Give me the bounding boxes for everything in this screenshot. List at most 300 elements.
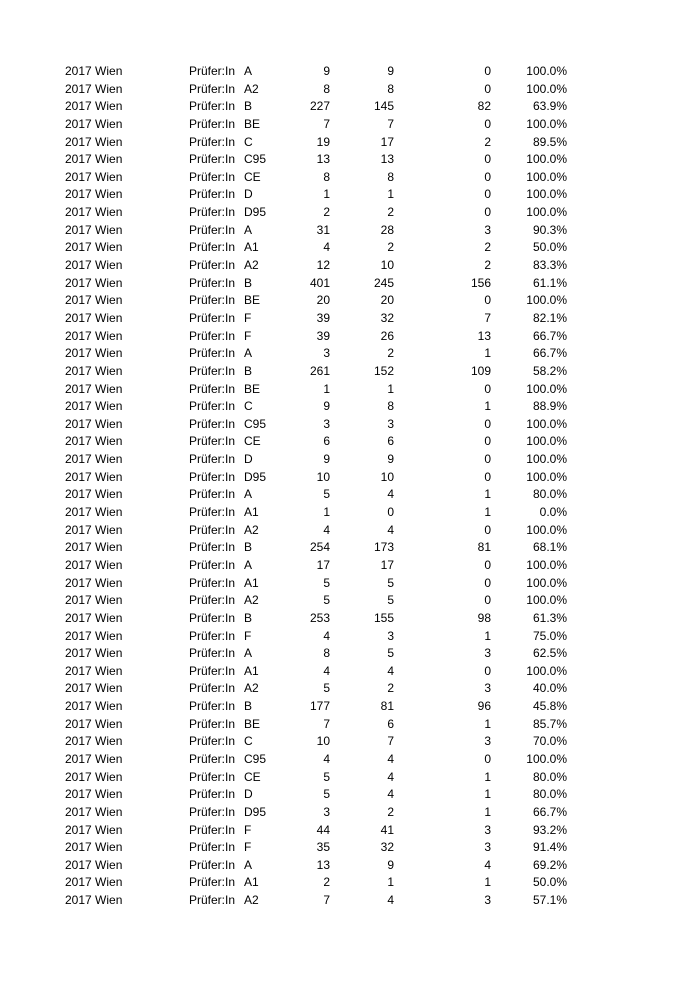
- table-row: [0, 628, 700, 646]
- role-cell: Prüfer:In: [189, 557, 236, 572]
- role-cell: Prüfer:In: [189, 804, 236, 819]
- role-cell: Prüfer:In: [189, 681, 236, 696]
- year-city-cell: 2017 Wien: [65, 646, 123, 661]
- table-row: [0, 134, 700, 152]
- license-class-cell: C: [244, 734, 253, 749]
- total-count-cell: 1: [323, 381, 330, 396]
- role-cell: Prüfer:In: [189, 222, 236, 237]
- role-cell: Prüfer:In: [189, 893, 236, 908]
- failed-count-cell: 0: [484, 116, 491, 131]
- table-row: [0, 381, 700, 399]
- role-cell: Prüfer:In: [189, 116, 236, 131]
- failed-count-cell: 2: [484, 134, 491, 149]
- total-count-cell: 12: [316, 258, 330, 273]
- passed-count-cell: 2: [387, 346, 394, 361]
- year-city-cell: 2017 Wien: [65, 699, 123, 714]
- total-count-cell: 3: [323, 416, 330, 431]
- license-class-cell: A1: [244, 505, 259, 520]
- pass-rate-cell: 100.0%: [526, 751, 567, 766]
- year-city-cell: 2017 Wien: [65, 487, 123, 502]
- failed-count-cell: 0: [484, 381, 491, 396]
- pass-rate-cell: 100.0%: [526, 522, 567, 537]
- role-cell: Prüfer:In: [189, 505, 236, 520]
- passed-count-cell: 2: [387, 240, 394, 255]
- pass-rate-cell: 100.0%: [526, 187, 567, 202]
- passed-count-cell: 28: [380, 222, 394, 237]
- pass-rate-cell: 100.0%: [526, 557, 567, 572]
- passed-count-cell: 2: [387, 205, 394, 220]
- year-city-cell: 2017 Wien: [65, 64, 123, 78]
- license-class-cell: BE: [244, 716, 261, 731]
- pass-rate-cell: 100.0%: [526, 575, 567, 590]
- total-count-cell: 10: [316, 734, 330, 749]
- role-cell: Prüfer:In: [189, 716, 236, 731]
- total-count-cell: 1: [323, 187, 330, 202]
- failed-count-cell: 82: [477, 99, 491, 114]
- license-class-cell: CE: [244, 769, 261, 784]
- role-cell: Prüfer:In: [189, 275, 236, 290]
- license-class-cell: BE: [244, 116, 261, 131]
- role-cell: Prüfer:In: [189, 99, 236, 114]
- year-city-cell: 2017 Wien: [65, 593, 123, 608]
- role-cell: Prüfer:In: [189, 540, 236, 555]
- license-class-cell: C95: [244, 751, 267, 766]
- failed-count-cell: 7: [484, 310, 491, 325]
- failed-count-cell: 4: [484, 857, 491, 872]
- table-row: [0, 663, 700, 681]
- total-count-cell: 2: [323, 875, 330, 890]
- license-class-cell: F: [244, 328, 252, 343]
- role-cell: Prüfer:In: [189, 663, 236, 678]
- table-row: [0, 822, 700, 840]
- total-count-cell: 20: [316, 293, 330, 308]
- failed-count-cell: 3: [484, 734, 491, 749]
- role-cell: Prüfer:In: [189, 734, 236, 749]
- failed-count-cell: 156: [470, 275, 491, 290]
- pass-rate-cell: 66.7%: [532, 328, 567, 343]
- table-row: [0, 751, 700, 769]
- license-class-cell: D: [244, 452, 253, 467]
- passed-count-cell: 5: [387, 593, 394, 608]
- role-cell: Prüfer:In: [189, 134, 236, 149]
- pass-rate-cell: 61.3%: [532, 610, 567, 625]
- table-row: [0, 257, 700, 275]
- total-count-cell: 254: [309, 540, 330, 555]
- year-city-cell: 2017 Wien: [65, 522, 123, 537]
- license-class-cell: F: [244, 310, 252, 325]
- role-cell: Prüfer:In: [189, 381, 236, 396]
- license-class-cell: CE: [244, 434, 261, 449]
- failed-count-cell: 1: [484, 716, 491, 731]
- table-row: [0, 698, 700, 716]
- table-row: [0, 398, 700, 416]
- failed-count-cell: 0: [484, 751, 491, 766]
- failed-count-cell: 0: [484, 522, 491, 537]
- table-row: [0, 451, 700, 469]
- role-cell: Prüfer:In: [189, 363, 236, 378]
- passed-count-cell: 152: [373, 363, 394, 378]
- license-class-cell: B: [244, 99, 253, 114]
- license-class-cell: A: [244, 646, 253, 661]
- table-row: [0, 892, 700, 910]
- total-count-cell: 19: [316, 134, 330, 149]
- table-row: [0, 839, 700, 857]
- table-row: [0, 310, 700, 328]
- total-count-cell: 9: [323, 452, 330, 467]
- year-city-cell: 2017 Wien: [65, 293, 123, 308]
- pass-rate-cell: 91.4%: [532, 840, 567, 855]
- year-city-cell: 2017 Wien: [65, 716, 123, 731]
- license-class-cell: B: [244, 363, 253, 378]
- pass-rate-cell: 100.0%: [526, 205, 567, 220]
- table-row: [0, 592, 700, 610]
- license-class-cell: C: [244, 399, 253, 414]
- failed-count-cell: 0: [484, 452, 491, 467]
- total-count-cell: 9: [323, 64, 330, 78]
- table-row: [0, 804, 700, 822]
- failed-count-cell: 1: [484, 505, 491, 520]
- role-cell: Prüfer:In: [189, 487, 236, 502]
- passed-count-cell: 4: [387, 787, 394, 802]
- total-count-cell: 8: [323, 169, 330, 184]
- total-count-cell: 10: [316, 469, 330, 484]
- pass-rate-cell: 66.7%: [532, 804, 567, 819]
- passed-count-cell: 4: [387, 663, 394, 678]
- role-cell: Prüfer:In: [189, 469, 236, 484]
- total-count-cell: 261: [309, 363, 330, 378]
- failed-count-cell: 0: [484, 169, 491, 184]
- pass-rate-cell: 88.9%: [532, 399, 567, 414]
- total-count-cell: 5: [323, 769, 330, 784]
- table-row: [0, 345, 700, 363]
- pass-rate-cell: 100.0%: [526, 593, 567, 608]
- failed-count-cell: 1: [484, 804, 491, 819]
- pass-rate-cell: 89.5%: [532, 134, 567, 149]
- passed-count-cell: 10: [380, 469, 394, 484]
- license-class-cell: BE: [244, 293, 261, 308]
- data-table: [0, 63, 700, 910]
- license-class-cell: A1: [244, 875, 259, 890]
- failed-count-cell: 1: [484, 399, 491, 414]
- license-class-cell: B: [244, 699, 253, 714]
- role-cell: Prüfer:In: [189, 575, 236, 590]
- year-city-cell: 2017 Wien: [65, 787, 123, 802]
- table-row: [0, 239, 700, 257]
- failed-count-cell: 3: [484, 681, 491, 696]
- license-class-cell: D95: [244, 469, 267, 484]
- failed-count-cell: 3: [484, 840, 491, 855]
- table-row: [0, 575, 700, 593]
- pass-rate-cell: 100.0%: [526, 416, 567, 431]
- year-city-cell: 2017 Wien: [65, 205, 123, 220]
- passed-count-cell: 4: [387, 522, 394, 537]
- total-count-cell: 7: [323, 716, 330, 731]
- license-class-cell: D: [244, 787, 253, 802]
- pass-rate-cell: 68.1%: [532, 540, 567, 555]
- pass-rate-cell: 45.8%: [532, 699, 567, 714]
- year-city-cell: 2017 Wien: [65, 893, 123, 908]
- failed-count-cell: 0: [484, 152, 491, 167]
- license-class-cell: A: [244, 557, 253, 572]
- year-city-cell: 2017 Wien: [65, 399, 123, 414]
- license-class-cell: A: [244, 857, 253, 872]
- license-class-cell: F: [244, 628, 252, 643]
- year-city-cell: 2017 Wien: [65, 187, 123, 202]
- passed-count-cell: 145: [373, 99, 394, 114]
- role-cell: Prüfer:In: [189, 822, 236, 837]
- year-city-cell: 2017 Wien: [65, 381, 123, 396]
- passed-count-cell: 245: [373, 275, 394, 290]
- passed-count-cell: 2: [387, 681, 394, 696]
- year-city-cell: 2017 Wien: [65, 416, 123, 431]
- pass-rate-cell: 66.7%: [532, 346, 567, 361]
- failed-count-cell: 3: [484, 893, 491, 908]
- year-city-cell: 2017 Wien: [65, 769, 123, 784]
- year-city-cell: 2017 Wien: [65, 275, 123, 290]
- failed-count-cell: 1: [484, 769, 491, 784]
- passed-count-cell: 7: [387, 734, 394, 749]
- license-class-cell: CE: [244, 169, 261, 184]
- passed-count-cell: 1: [387, 381, 394, 396]
- role-cell: Prüfer:In: [189, 751, 236, 766]
- total-count-cell: 1: [323, 505, 330, 520]
- passed-count-cell: 4: [387, 893, 394, 908]
- passed-count-cell: 13: [380, 152, 394, 167]
- role-cell: Prüfer:In: [189, 610, 236, 625]
- license-class-cell: A: [244, 487, 253, 502]
- pass-rate-cell: 50.0%: [532, 875, 567, 890]
- role-cell: Prüfer:In: [189, 258, 236, 273]
- role-cell: Prüfer:In: [189, 416, 236, 431]
- total-count-cell: 253: [309, 610, 330, 625]
- total-count-cell: 227: [309, 99, 330, 114]
- passed-count-cell: 6: [387, 716, 394, 731]
- table-row: [0, 275, 700, 293]
- pass-rate-cell: 100.0%: [526, 169, 567, 184]
- total-count-cell: 39: [316, 328, 330, 343]
- license-class-cell: A: [244, 346, 253, 361]
- pass-rate-cell: 90.3%: [532, 222, 567, 237]
- year-city-cell: 2017 Wien: [65, 152, 123, 167]
- year-city-cell: 2017 Wien: [65, 310, 123, 325]
- total-count-cell: 6: [323, 434, 330, 449]
- total-count-cell: 401: [309, 275, 330, 290]
- role-cell: Prüfer:In: [189, 64, 236, 78]
- failed-count-cell: 0: [484, 64, 491, 78]
- year-city-cell: 2017 Wien: [65, 840, 123, 855]
- license-class-cell: A1: [244, 240, 259, 255]
- total-count-cell: 35: [316, 840, 330, 855]
- passed-count-cell: 32: [380, 840, 394, 855]
- role-cell: Prüfer:In: [189, 293, 236, 308]
- failed-count-cell: 81: [477, 540, 491, 555]
- role-cell: Prüfer:In: [189, 628, 236, 643]
- license-class-cell: A2: [244, 893, 259, 908]
- table-row: [0, 486, 700, 504]
- license-class-cell: C95: [244, 416, 267, 431]
- pass-rate-cell: 85.7%: [532, 716, 567, 731]
- total-count-cell: 13: [316, 152, 330, 167]
- failed-count-cell: 0: [484, 557, 491, 572]
- license-class-cell: A2: [244, 81, 259, 96]
- table-row: [0, 116, 700, 134]
- year-city-cell: 2017 Wien: [65, 240, 123, 255]
- role-cell: Prüfer:In: [189, 346, 236, 361]
- table-row: [0, 539, 700, 557]
- role-cell: Prüfer:In: [189, 399, 236, 414]
- failed-count-cell: 3: [484, 822, 491, 837]
- pass-rate-cell: 61.1%: [532, 275, 567, 290]
- failed-count-cell: 0: [484, 593, 491, 608]
- pass-rate-cell: 83.3%: [532, 258, 567, 273]
- failed-count-cell: 3: [484, 646, 491, 661]
- pass-rate-cell: 63.9%: [532, 99, 567, 114]
- year-city-cell: 2017 Wien: [65, 875, 123, 890]
- year-city-cell: 2017 Wien: [65, 363, 123, 378]
- year-city-cell: 2017 Wien: [65, 346, 123, 361]
- role-cell: Prüfer:In: [189, 328, 236, 343]
- total-count-cell: 8: [323, 646, 330, 661]
- pass-rate-cell: 100.0%: [526, 64, 567, 78]
- passed-count-cell: 81: [380, 699, 394, 714]
- total-count-cell: 4: [323, 628, 330, 643]
- total-count-cell: 177: [309, 699, 330, 714]
- role-cell: Prüfer:In: [189, 169, 236, 184]
- license-class-cell: A: [244, 222, 253, 237]
- failed-count-cell: 1: [484, 628, 491, 643]
- license-class-cell: F: [244, 840, 252, 855]
- failed-count-cell: 1: [484, 487, 491, 502]
- role-cell: Prüfer:In: [189, 857, 236, 872]
- year-city-cell: 2017 Wien: [65, 505, 123, 520]
- year-city-cell: 2017 Wien: [65, 822, 123, 837]
- passed-count-cell: 20: [380, 293, 394, 308]
- pass-rate-cell: 100.0%: [526, 452, 567, 467]
- pass-rate-cell: 80.0%: [532, 787, 567, 802]
- license-class-cell: A2: [244, 258, 259, 273]
- table-row: [0, 204, 700, 222]
- license-class-cell: BE: [244, 381, 261, 396]
- license-class-cell: A1: [244, 663, 259, 678]
- role-cell: Prüfer:In: [189, 840, 236, 855]
- year-city-cell: 2017 Wien: [65, 328, 123, 343]
- total-count-cell: 44: [316, 822, 330, 837]
- passed-count-cell: 8: [387, 399, 394, 414]
- failed-count-cell: 0: [484, 416, 491, 431]
- role-cell: Prüfer:In: [189, 769, 236, 784]
- failed-count-cell: 98: [477, 610, 491, 625]
- role-cell: Prüfer:In: [189, 240, 236, 255]
- passed-count-cell: 17: [380, 557, 394, 572]
- total-count-cell: 4: [323, 663, 330, 678]
- year-city-cell: 2017 Wien: [65, 81, 123, 96]
- pass-rate-cell: 80.0%: [532, 769, 567, 784]
- table-row: [0, 504, 700, 522]
- table-row: [0, 222, 700, 240]
- year-city-cell: 2017 Wien: [65, 99, 123, 114]
- failed-count-cell: 0: [484, 575, 491, 590]
- failed-count-cell: 2: [484, 240, 491, 255]
- license-class-cell: A: [244, 64, 253, 78]
- total-count-cell: 3: [323, 804, 330, 819]
- table-row: [0, 680, 700, 698]
- table-row: [0, 433, 700, 451]
- total-count-cell: 5: [323, 593, 330, 608]
- pass-rate-cell: 0.0%: [539, 505, 567, 520]
- pass-rate-cell: 50.0%: [532, 240, 567, 255]
- pass-rate-cell: 70.0%: [532, 734, 567, 749]
- year-city-cell: 2017 Wien: [65, 663, 123, 678]
- passed-count-cell: 4: [387, 487, 394, 502]
- total-count-cell: 5: [323, 575, 330, 590]
- role-cell: Prüfer:In: [189, 452, 236, 467]
- license-class-cell: B: [244, 610, 253, 625]
- failed-count-cell: 0: [484, 663, 491, 678]
- total-count-cell: 5: [323, 787, 330, 802]
- passed-count-cell: 5: [387, 575, 394, 590]
- passed-count-cell: 17: [380, 134, 394, 149]
- table-row: [0, 363, 700, 381]
- total-count-cell: 39: [316, 310, 330, 325]
- failed-count-cell: 3: [484, 222, 491, 237]
- license-class-cell: F: [244, 822, 252, 837]
- passed-count-cell: 26: [380, 328, 394, 343]
- passed-count-cell: 0: [387, 505, 394, 520]
- passed-count-cell: 155: [373, 610, 394, 625]
- passed-count-cell: 8: [387, 169, 394, 184]
- pass-rate-cell: 57.1%: [532, 893, 567, 908]
- license-class-cell: D: [244, 187, 253, 202]
- passed-count-cell: 3: [387, 416, 394, 431]
- license-class-cell: C95: [244, 152, 267, 167]
- table-row: [0, 874, 700, 892]
- year-city-cell: 2017 Wien: [65, 169, 123, 184]
- failed-count-cell: 96: [477, 699, 491, 714]
- year-city-cell: 2017 Wien: [65, 258, 123, 273]
- year-city-cell: 2017 Wien: [65, 734, 123, 749]
- license-class-cell: C: [244, 134, 253, 149]
- passed-count-cell: 9: [387, 64, 394, 78]
- pass-rate-cell: 100.0%: [526, 293, 567, 308]
- failed-count-cell: 0: [484, 81, 491, 96]
- passed-count-cell: 173: [373, 540, 394, 555]
- year-city-cell: 2017 Wien: [65, 628, 123, 643]
- failed-count-cell: 0: [484, 469, 491, 484]
- license-class-cell: B: [244, 540, 253, 555]
- pass-rate-cell: 100.0%: [526, 381, 567, 396]
- role-cell: Prüfer:In: [189, 434, 236, 449]
- year-city-cell: 2017 Wien: [65, 540, 123, 555]
- year-city-cell: 2017 Wien: [65, 575, 123, 590]
- table-row: [0, 557, 700, 575]
- year-city-cell: 2017 Wien: [65, 116, 123, 131]
- passed-count-cell: 2: [387, 804, 394, 819]
- passed-count-cell: 10: [380, 258, 394, 273]
- year-city-cell: 2017 Wien: [65, 557, 123, 572]
- role-cell: Prüfer:In: [189, 787, 236, 802]
- total-count-cell: 7: [323, 116, 330, 131]
- year-city-cell: 2017 Wien: [65, 222, 123, 237]
- year-city-cell: 2017 Wien: [65, 681, 123, 696]
- table-row: [0, 169, 700, 187]
- total-count-cell: 31: [316, 222, 330, 237]
- pass-rate-cell: 82.1%: [532, 310, 567, 325]
- pass-rate-cell: 100.0%: [526, 116, 567, 131]
- table-row: [0, 151, 700, 169]
- pass-rate-cell: 40.0%: [532, 681, 567, 696]
- table-row: [0, 63, 700, 81]
- role-cell: Prüfer:In: [189, 205, 236, 220]
